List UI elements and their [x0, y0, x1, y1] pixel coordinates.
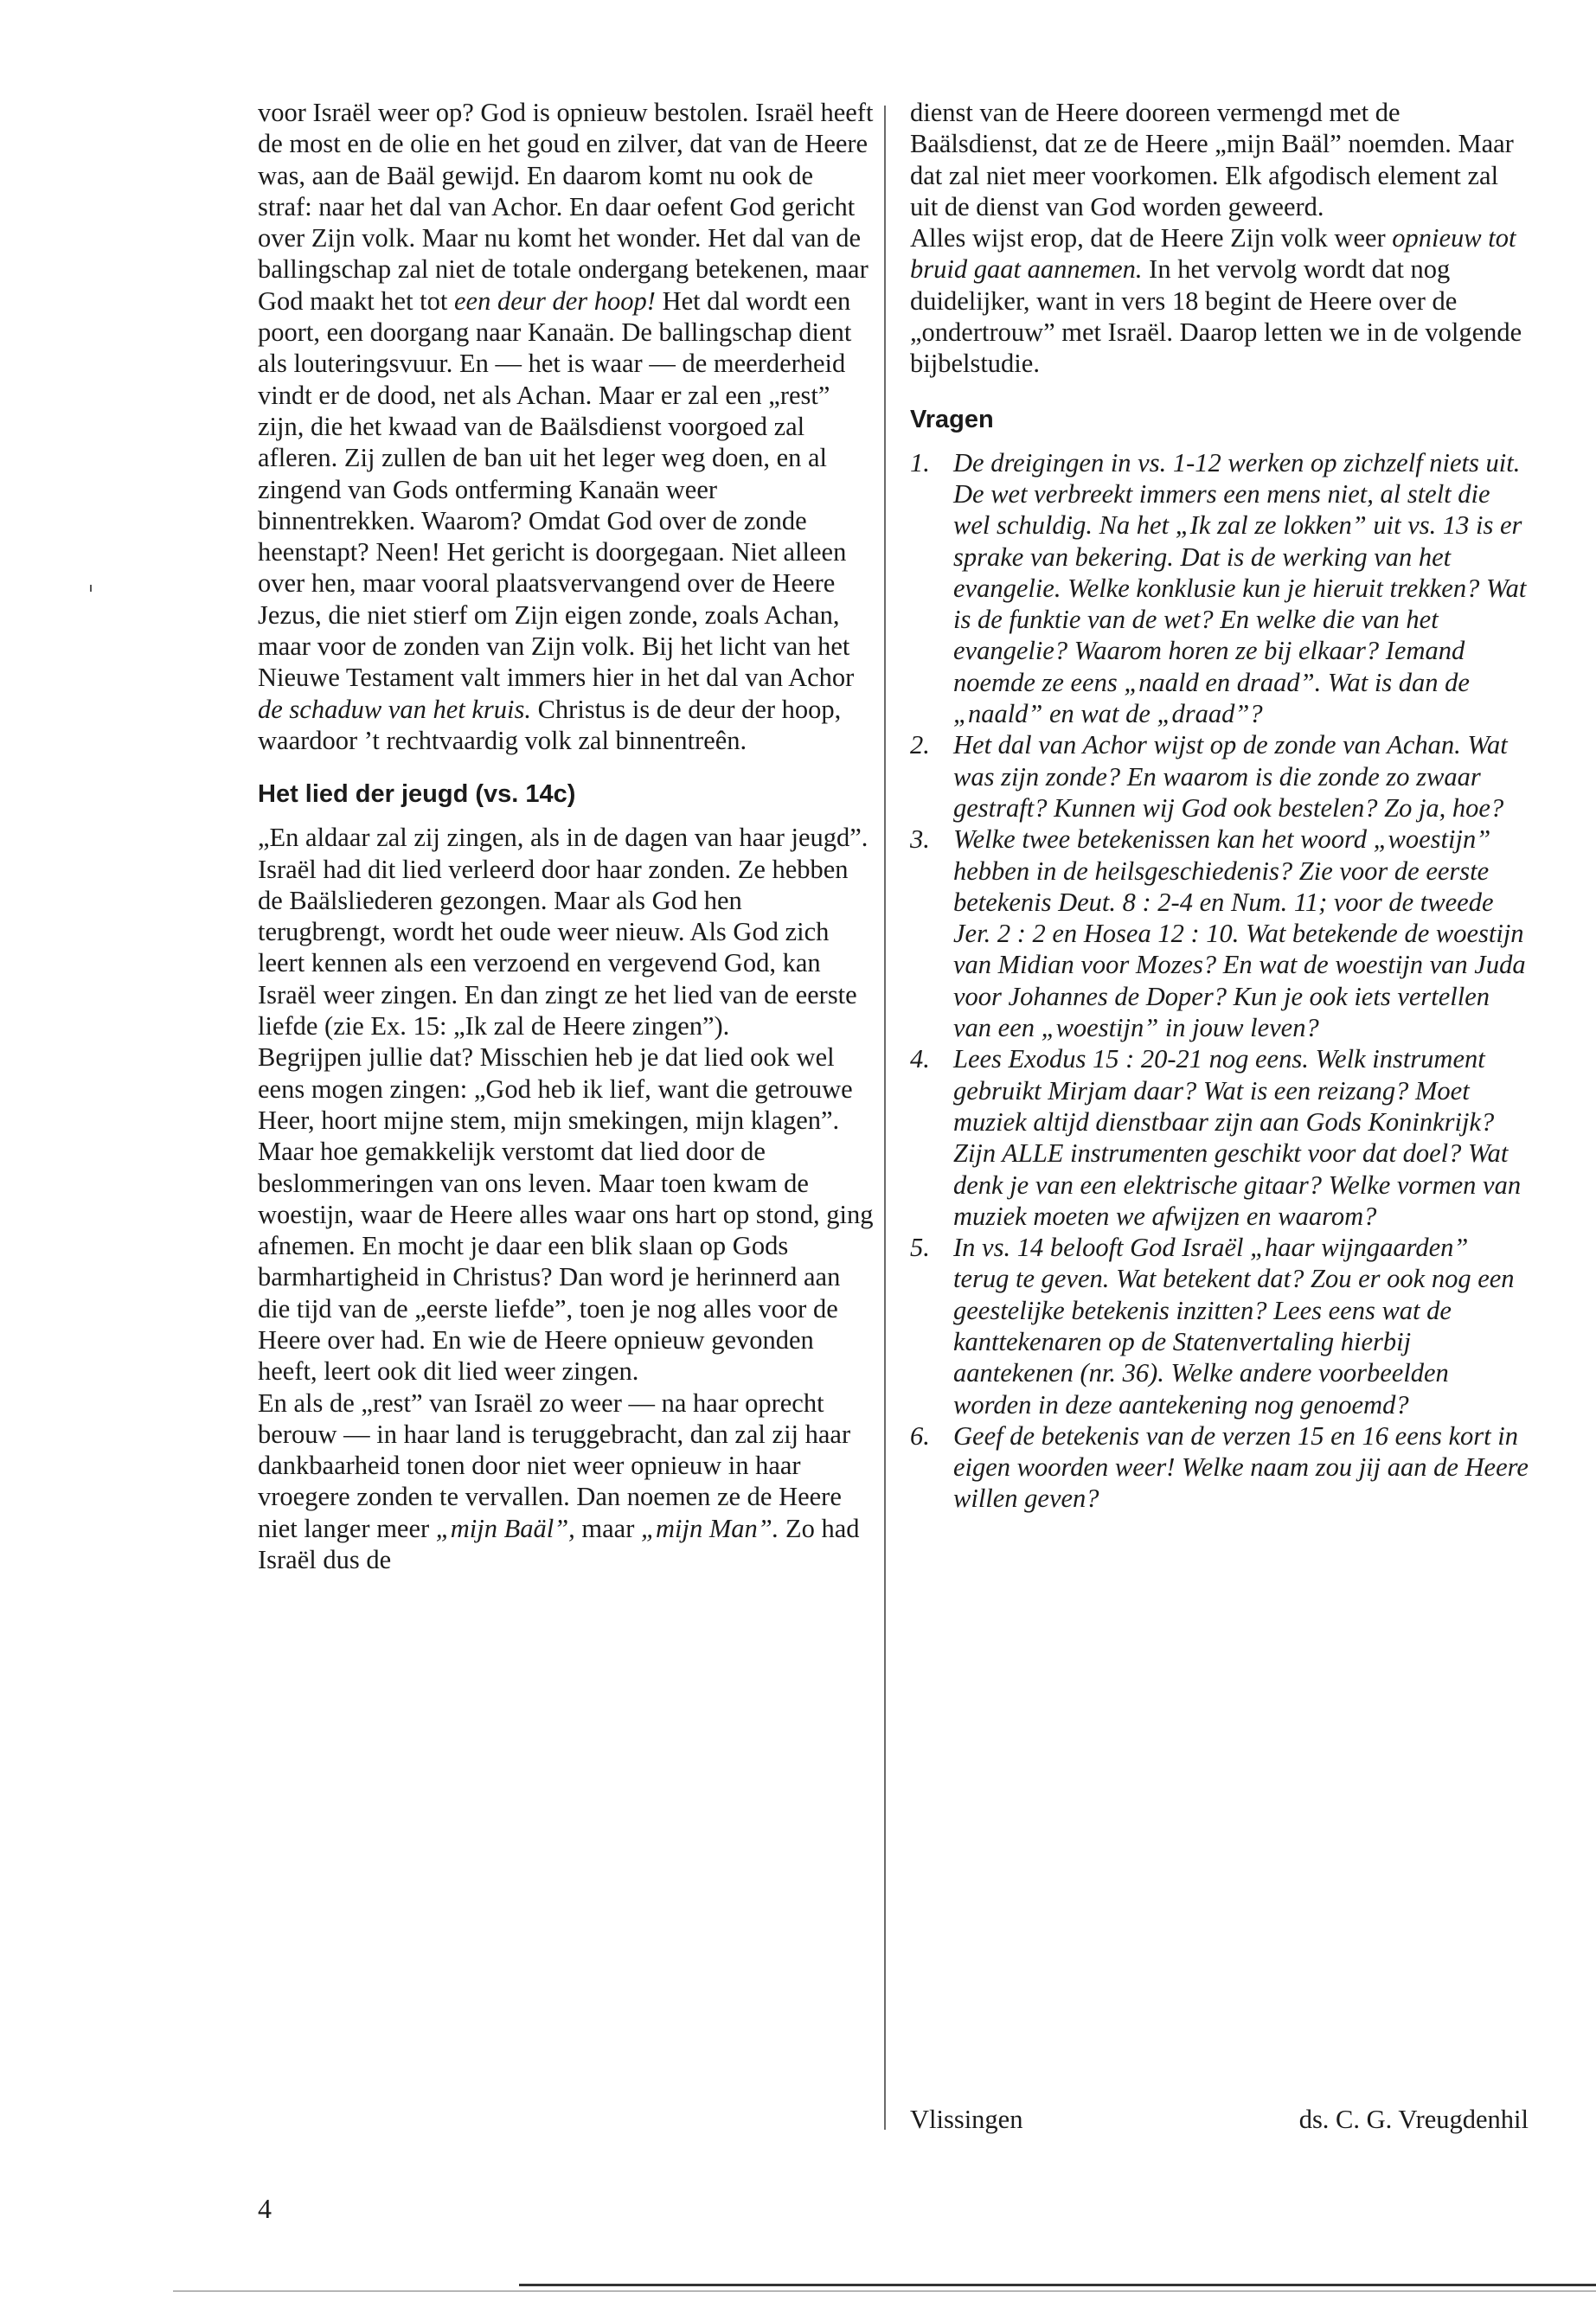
- left-paragraph-1: [258, 97, 874, 756]
- question-number: 2.: [910, 730, 930, 760]
- text-run: In het vervolg wordt dat nog duidelijker, want in vers 18 begint de Heere over de „ondertrouw” met Israël. Daarop letten we in de volgende bijbelstudie.: [910, 254, 1522, 379]
- italic-run: „mijn Man”.: [641, 1513, 779, 1543]
- text-run: Zo had Israël dus de: [258, 1513, 860, 1575]
- signature-line: [910, 2104, 1529, 2135]
- question-item: [910, 729, 1529, 824]
- italic-run: een deur der hoop!: [454, 285, 656, 316]
- bottom-rule: [519, 2284, 1596, 2286]
- question-item: [910, 1232, 1529, 1420]
- question-item: [910, 1420, 1529, 1515]
- question-text: In vs. 14 belooft God Israël „haar wijngaarden” terug te geven. Wat betekent dat? Zou er ook nog een geestelijke betekenis inzitten? Lees eens wat de kanttekenaren op de Statenvertaling hierbij aantekenen (nr. 36). Welke andere voorbeelden worden in deze aantekening nog genoemd?: [953, 1233, 1515, 1420]
- text-run: maar: [574, 1513, 642, 1543]
- question-number: 5.: [910, 1233, 930, 1263]
- right-paragraph-2: [910, 222, 1529, 379]
- question-text: Het dal van Achor wijst op de zonde van Achan. Wat was zijn zonde? En waarom is die zonde zo zwaar gestraft? Kunnen wij God ook bestelen? Zo ja, hoe?: [953, 730, 1508, 823]
- question-text: De dreigingen in vs. 1-12 werken op zichzelf niets uit. De wet verbreekt immers een mens niet, al stelt die wel schuldig. Na het „Ik zal ze lokken” uit vs. 13 is er sprake van bekering. Dat is de werking van het evangelie. Welke konklusie kun je hieruit trekken? Wat is de funktie van de wet? En welke die van het evangelie? Waarom horen ze bij elkaar? Iemand noemde ze eens „naald en draad”. Wat is dan de „naald” en wat de „draad”?: [953, 447, 1527, 729]
- left-column: [258, 97, 874, 1575]
- question-text: Lees Exodus 15 : 20-21 nog eens. Welk instrument gebruikt Mirjam daar? Wat is een reizang? Moet muziek altijd dienstbaar zijn aan Gods Koninkrijk? Zijn ALLE instrumenten geschikt voor dat doel? Wat denk je van een elektrische gitaar? Welke vormen van muziek moeten we afwijzen en waarom?: [953, 1044, 1522, 1231]
- questions-list: [910, 447, 1529, 1515]
- signature-place: Vlissingen: [910, 2105, 1023, 2134]
- question-text: Geef de betekenis van de verzen 15 en 16 eens kort in eigen woorden weer! Welke naam zou jij aan de Heere willen geven?: [953, 1420, 1529, 1514]
- left-paragraph-2: [258, 822, 874, 1042]
- column-divider: [884, 106, 886, 2130]
- italic-run: „mijn Baäl”,: [435, 1513, 575, 1543]
- question-item: [910, 824, 1529, 1043]
- text-run: Het dal wordt een poort, een doorgang naar Kanaän. De ballingschap dient als louteringsvuur. En — het is waar — de meerderheid vindt er de dood, net als Achan. Maar er zal een „rest” zijn, die het kwaad van de Baälsdienst voorgoed zal afleren. Zij zullen de ban uit het leger weg doen, en al zingend van Gods ontferming Kanaän weer binnentrekken. Waarom? Omdat God over de zonde heenstapt? Neen! Het gericht is doorgegaan. Niet alleen over hen, maar vooral plaatsvervangend over de Heere Jezus, die niet stierf om Zijn eigen zonde, zoals Achan, maar voor de zonden van Zijn volk. Bij het licht van het Nieuwe Testament valt immers hier in het dal van Achor: [258, 285, 855, 693]
- question-item: [910, 1043, 1529, 1232]
- section-heading-vragen: Vragen: [910, 405, 994, 433]
- question-number: 1.: [910, 447, 930, 478]
- text-run: „En aldaar zal zij zingen, als in de dagen van haar jeugd”. Israël had dit lied verleerd door haar zonden. Ze hebben de Baälsliederen gezongen. Maar als God hen terugbrengt, wordt het oude weer nieuw. Als God zich leert kennen als een verzoend en vergevend God, kan Israël weer zingen. En dan zingt ze het lied van de eerste liefde (zie Ex. 15: „Ik zal de Heere zingen”).: [258, 823, 869, 1042]
- question-text: Welke twee betekenissen kan het woord „woestijn” hebben in de heilsgeschiedenis? Zie voor de eerste betekenis Deut. 8 : 2-4 en Num. 11; voor de tweede Jer. 2 : 2 en Hosea 12 : 10. Wat betekende de woestijn van Midian voor Mozes? En wat de woestijn van Juda voor Johannes de Doper? Kun je ook iets vertellen van een „woestijn” in jouw leven?: [953, 824, 1526, 1043]
- text-run: Alles wijst erop, dat de Heere Zijn volk weer: [910, 223, 1393, 253]
- page-number: 4: [258, 2193, 272, 2224]
- signature-author: ds. C. G. Vreugdenhil: [1298, 2105, 1529, 2134]
- question-number: 4.: [910, 1044, 930, 1074]
- question-number: 6.: [910, 1420, 930, 1451]
- right-paragraph-1: [910, 97, 1529, 222]
- italic-run: de schaduw van het kruis.: [258, 694, 531, 724]
- right-column: [910, 97, 1529, 1515]
- text-run: Christus is de deur der hoop, waardoor ’t rechtvaardig volk zal binnentreên.: [258, 694, 842, 755]
- left-paragraph-3: [258, 1042, 874, 1387]
- margin-mark: [90, 585, 92, 592]
- text-run: En als de „rest” van Israël zo weer — na haar oprecht berouw — in haar land is teruggebracht, dan zal zij haar dankbaarheid tonen door niet weer opnieuw in haar vroegere zonden te vervallen. Dan noemen ze de Heere niet langer meer: [258, 1388, 851, 1543]
- italic-run: opnieuw tot bruid gaat aannemen.: [910, 223, 1516, 285]
- left-paragraph-4: [258, 1388, 874, 1576]
- question-item: [910, 447, 1529, 730]
- text-run: Begrijpen jullie dat? Misschien heb je dat lied ook wel eens mogen zingen: „God heb ik lief, want die getrouwe Heer, hoort mijne stem, mijn smekingen, mijn klagen”. Maar hoe gemakkelijk verstomt dat lied door de beslommeringen van ons leven. Maar toen kwam de woestijn, waar de Heere alles waar ons hart op stond, ging afnemen. En mocht je daar een blik slaan op Gods barmhartigheid in Christus? Dan word je herinnerd aan die tijd van de „eerste liefde”, toen je nog alles voor de Heere over had. En wie de Heere opnieuw gevonden heeft, leert ook dit lied weer zingen.: [258, 1042, 874, 1387]
- text-run: dienst van de Heere dooreen vermengd met de Baälsdienst, dat ze de Heere „mijn Baäl” noemden. Maar dat zal niet meer voorkomen. Elk afgodisch element zal uit de dienst van God worden geweerd.: [910, 98, 1514, 221]
- section-heading-lied: Het lied der jeugd (vs. 14c): [258, 780, 576, 809]
- text-run: voor Israël weer op? God is opnieuw bestolen. Israël heeft de most en de olie en het goud en zilver, dat van de Heere was, aan de Baäl gewijd. En daarom komt nu ook de straf: naar het dal van Achor. En daar oefent God gericht over Zijn volk. Maar nu komt het wonder. Het dal van de ballingschap zal niet de totale ondergang betekenen, maar God maakt het tot: [258, 98, 874, 316]
- question-number: 3.: [910, 824, 930, 855]
